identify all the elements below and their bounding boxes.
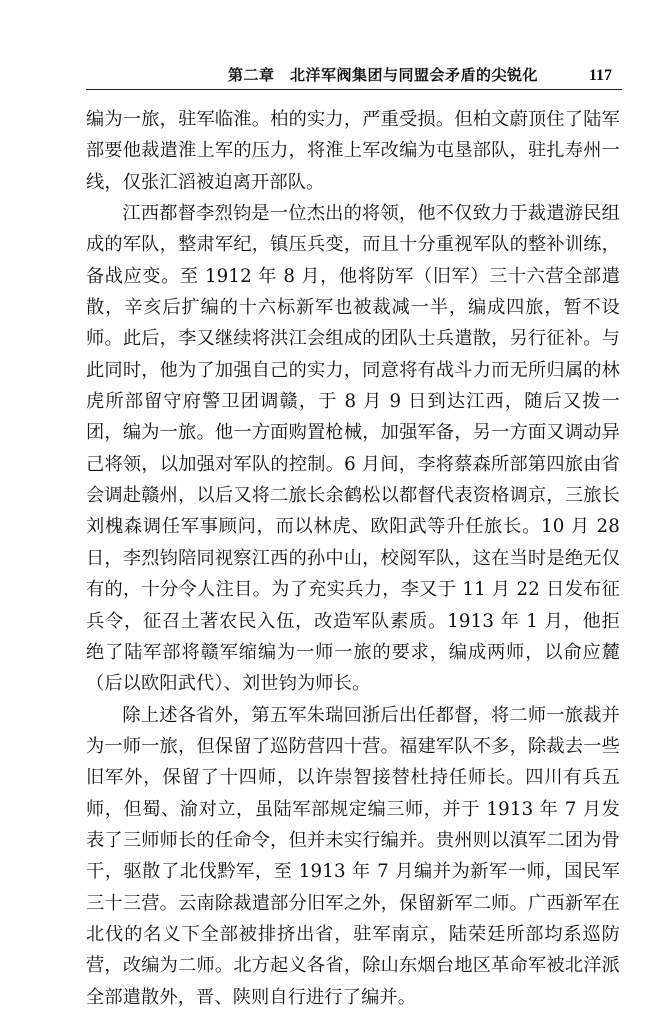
page-number: 117 xyxy=(588,67,612,84)
chapter-title: 第二章 北洋军阀集团与同盟会矛盾的尖锐化 xyxy=(228,66,539,84)
body-text xyxy=(86,104,620,1013)
running-header xyxy=(86,62,622,90)
paragraph-other-provinces: 除上述各省外，第五军朱瑞回浙后出任都督，将二师一旅裁并为一师一旅，但保留了巡防营四十营。福建军队不多，除裁去一些旧军外，保留了十四师，以许崇智接替杜持任师长。四川有兵五师，但蜀、渝对立，虽陆军部规定编三师，并于 1913 年 7 月发表了三师师长的任命令，但并未实行编并。贵州则以滇军二团为骨干，驱散了北伐黔军，至 1913 年 7 月编并为新军一师，国民军三十三营。云南除裁遣部分旧军之外，保留新军二师。广西新军在北伐的名义下全部被排挤出省，驻军南京，陆荣廷所部均系巡防营，改编为二师。北方起义各省，除山东烟台地区革命军被北洋派全部遣散外，晋、陕则自行进行了编并。 xyxy=(86,704,620,1008)
paragraph-continuation: 编为一旅，驻军临淮。柏的实力，严重受损。但柏文蔚顶住了陆军部要他裁遣淮上军的压力，将淮上军改编为屯垦部队，驻扎寿州一线，仅张汇滔被迫离开部队。 xyxy=(86,109,620,193)
paragraph-jiangxi: 江西都督李烈钧是一位杰出的将领，他不仅致力于裁遣游民组成的军队，整肃军纪，镇压兵变，而且十分重视军队的整补训练，备战应变。至 1912 年 8 月，他将防军（旧军）三十六营全部遣散，辛亥后扩编的十六标新军也被裁减一半，编成四旅，暂不设师。此后，李又继续将洪江会组成的团队士兵遣散，另行征补。与此同时，他为了加强自己的实力，同意将有战斗力而无所归属的林虎所部留守府警卫团调赣，于 8 月 9 日到达江西，随后又拨一团，编为一旅。他一方面购置枪械，加强军备，另一方面又调动异己将领，以加强对军队的控制。6 月间，李将蔡森所部第四旅由省会调赴赣州，以后又将二旅长余鹤松以都督代表资格调京，三旅长刘槐森调任军事顾问，而以林虎、欧阳武等升任旅长。10 月 28 日，李烈钧陪同视察江西的孙中山，校阅军队，这在当时是绝无仅有的，十分令人注目。为了充实兵力，李又于 11 月 22 日发布征兵令，征召土著农民入伍，改造军队素质。1913 年 1 月，他拒绝了陆军部将赣军缩编为一师一旅的要求，编成两师，以俞应麓（后以欧阳武代）、刘世钧为师长。 xyxy=(86,203,620,695)
